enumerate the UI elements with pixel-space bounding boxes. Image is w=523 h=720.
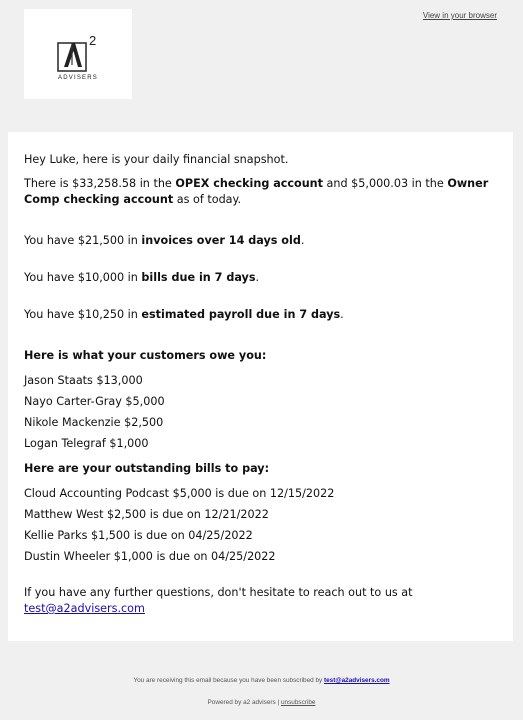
email-body-card: [8, 132, 513, 641]
bills-bold: bills due in 7 days: [141, 271, 256, 284]
view-in-browser-link[interactable]: View in your browser: [422, 11, 497, 20]
payroll-pre: You have $10,250 in: [24, 308, 142, 321]
closing-text: [24, 585, 496, 617]
company-logo: [24, 9, 132, 99]
list-item: Jason Staats $13,000: [24, 374, 143, 387]
list-item: Logan Telegraf $1,000: [24, 437, 149, 450]
email-content: [24, 152, 496, 617]
account-summary: [24, 176, 496, 208]
greeting-text: Hey Luke, here is your daily financial snapshot.: [24, 153, 289, 166]
customers-list: [24, 373, 496, 452]
list-item: Dustin Wheeler $1,000 is due on 04/25/2022: [24, 550, 276, 563]
bills-pre: You have $10,000 in: [24, 271, 142, 284]
subscription-notice: [0, 677, 523, 684]
customers-heading: Here is what your customers owe you:: [24, 349, 267, 362]
powered-by-line: [0, 699, 523, 706]
bills-stat: [24, 270, 496, 286]
closing-sentence: If you have any further questions, don't hesitate to reach out to us at: [24, 586, 413, 599]
invoices-bold: invoices over 14 days old: [141, 234, 301, 247]
list-item: Nikole Mackenzie $2,500: [24, 416, 164, 429]
subscriber-email-link[interactable]: test@a2advisers.com: [323, 677, 390, 684]
payroll-bold: estimated payroll due in 7 days: [141, 308, 341, 321]
list-item: Matthew West $2,500 is due on 12/21/2022: [24, 508, 269, 521]
invoices-pre: You have $21,500 in: [24, 234, 142, 247]
payroll-stat: [24, 307, 496, 323]
invoices-post: .: [300, 234, 305, 247]
owner-comp-account-label: Owner Comp checking account: [24, 177, 489, 206]
logo-wordmark: ADVISERS: [58, 75, 98, 81]
summary-text-3: as of today.: [173, 193, 242, 206]
summary-text-2: and $5,000.03 in the: [323, 177, 448, 190]
bills-post: .: [255, 271, 260, 284]
logo-superscript: 2: [89, 33, 97, 48]
bills-list: [24, 486, 496, 565]
invoices-stat: [24, 233, 496, 249]
payroll-post: .: [340, 308, 344, 321]
list-item: Nayo Carter-Gray $5,000: [24, 395, 165, 408]
powered-by-text: Powered by a2 advisers |: [207, 699, 281, 706]
opex-account-label: OPEX checking account: [175, 177, 323, 190]
list-item: Cloud Accounting Podcast $5,000 is due on 12/15/2022: [24, 487, 335, 500]
a2-logo-mark: [56, 31, 100, 75]
summary-text-1: There is $33,258.58 in the: [24, 177, 176, 190]
contact-email-link[interactable]: test@a2advisers.com: [24, 602, 145, 615]
list-item: Kellie Parks $1,500 is due on 04/25/2022: [24, 529, 253, 542]
unsubscribe-link[interactable]: unsubscribe: [280, 699, 316, 706]
subscription-text: You are receiving this email because you have been subscribed by: [133, 677, 324, 684]
bills-heading: Here are your outstanding bills to pay:: [24, 462, 270, 475]
